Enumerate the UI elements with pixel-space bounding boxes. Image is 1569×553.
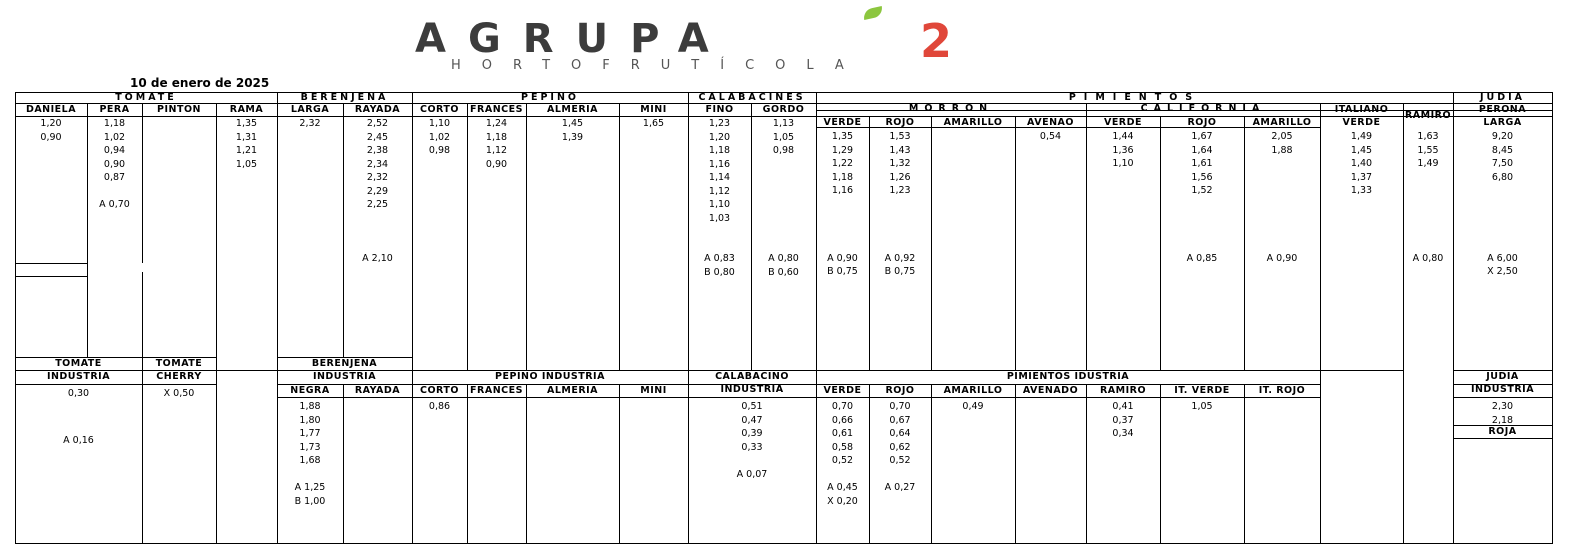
price-cell: 1,35 xyxy=(235,118,258,129)
price-cell: A 0,16 xyxy=(63,434,94,446)
price-cell: 0,86 xyxy=(428,401,451,412)
price-cell xyxy=(1160,225,1244,239)
values-it-verde-ind xyxy=(1160,400,1244,414)
price-cell xyxy=(1244,225,1320,239)
price-cell: 1,52 xyxy=(1191,185,1213,196)
price-cell: A 0,07 xyxy=(736,468,768,480)
group-california: CALIFORNIA xyxy=(1140,103,1266,114)
price-cell: 1,68 xyxy=(299,455,321,466)
price-cell: 9,20 xyxy=(1491,131,1514,142)
col-it-verde-ind: IT. VERDE xyxy=(1174,385,1230,396)
price-cell xyxy=(1403,211,1453,225)
price-cell: 1,73 xyxy=(299,441,321,453)
price-cell xyxy=(816,468,869,482)
price-cell xyxy=(1244,171,1320,185)
price-cell: 1,88 xyxy=(1271,144,1293,156)
logo-number: 2 xyxy=(920,14,953,68)
price-cell: A 1,25 xyxy=(294,482,326,493)
price-cell: X 0,50 xyxy=(163,388,195,399)
group-berenjena-industria-2: INDUSTRIA xyxy=(312,371,377,382)
values-amarillo-ind xyxy=(931,400,1015,414)
price-cell: A 0,80 xyxy=(1412,252,1444,264)
price-cell: 1,05 xyxy=(772,131,795,143)
price-cell: 2,05 xyxy=(1271,131,1293,142)
col-california-rojo: ROJO xyxy=(1187,117,1217,128)
price-cell: A 0,45 xyxy=(827,482,858,493)
group-pimientos: PIMIENTOS xyxy=(1068,92,1201,103)
values-frances xyxy=(467,117,526,171)
price-cell xyxy=(751,171,816,185)
price-cell: 0,41 xyxy=(1112,401,1134,412)
price-cell: A 0,90 xyxy=(1266,252,1298,264)
price-cell: 0,87 xyxy=(103,172,126,183)
col-it-rojo-ind: IT. ROJO xyxy=(1258,385,1306,396)
price-cell: A 0,80 xyxy=(768,253,799,264)
col-italiano: ITALIANO xyxy=(1334,104,1389,115)
logo-subtitle: HORTOFRUTÍCOLA xyxy=(451,58,865,73)
price-cell: 1,33 xyxy=(1350,185,1373,196)
price-cell: 1,24 xyxy=(485,118,508,129)
group-tomate-industria-1: TOMATE xyxy=(55,358,102,369)
col-ramiro: RAMIRO xyxy=(1404,110,1452,121)
price-cell: 1,22 xyxy=(831,158,854,169)
price-cell: 1,26 xyxy=(889,171,911,183)
price-cell: 1,12 xyxy=(485,145,508,156)
price-cell xyxy=(688,454,816,468)
group-berenjena-industria-1: BERENJENA xyxy=(311,358,378,369)
col-california-amarillo: AMARILLO xyxy=(1252,117,1312,128)
price-cell: 1,49 xyxy=(1350,131,1373,142)
price-cell xyxy=(751,158,816,172)
price-cell: 1,55 xyxy=(1417,144,1439,156)
price-cell: 1,45 xyxy=(1350,144,1373,156)
col-gordo: GORDO xyxy=(762,104,805,115)
col-ramiro-ind: RAMIRO xyxy=(1099,385,1147,396)
group-calabacino-2: INDUSTRIA xyxy=(720,384,784,395)
price-cell: 0,51 xyxy=(741,401,763,412)
values-daniela xyxy=(15,117,87,144)
group-judia: JUDIA xyxy=(1479,92,1526,103)
price-cell: 0,90 xyxy=(103,158,126,170)
values-gordo xyxy=(751,117,816,279)
col-mini-ind: MINI xyxy=(640,385,667,396)
price-cell: 1,03 xyxy=(708,212,731,224)
price-cell: X 0,20 xyxy=(827,495,858,507)
price-cell: X 2,50 xyxy=(1487,266,1518,277)
price-cell xyxy=(15,402,142,418)
price-cell: 1,12 xyxy=(708,185,731,197)
price-cell: 2,29 xyxy=(366,185,389,197)
price-cell xyxy=(751,225,816,239)
price-cell xyxy=(1244,211,1320,225)
col-morron-rojo: ROJO xyxy=(885,117,915,128)
price-cell xyxy=(15,417,142,433)
col-rayada: RAYADA xyxy=(354,104,401,115)
values-larga xyxy=(277,117,343,131)
price-cell: 2,18 xyxy=(1491,414,1514,426)
col-morron-amarillo: AMARILLO xyxy=(943,117,1003,128)
price-cell: 7,50 xyxy=(1491,158,1514,169)
values-calabacino xyxy=(688,400,816,481)
col-avenao: AVENAO xyxy=(1027,117,1074,128)
price-cell: 0,64 xyxy=(889,428,911,439)
price-cell: 1,20 xyxy=(708,131,731,143)
col-rojo-ind: ROJO xyxy=(885,385,915,396)
price-cell: 1,77 xyxy=(299,428,321,439)
price-cell xyxy=(751,198,816,212)
price-cell xyxy=(869,468,931,482)
price-cell xyxy=(1403,184,1453,198)
group-tomate: TOMATE xyxy=(115,92,177,103)
values-california-amarillo xyxy=(1244,130,1320,265)
col-mini: MINI xyxy=(640,104,667,115)
values-corto xyxy=(412,117,467,158)
price-cell: 0,39 xyxy=(741,428,763,439)
price-cell: A 0,27 xyxy=(884,482,916,493)
col-italiano-verde: VERDE xyxy=(1342,117,1381,128)
price-cell: 1,05 xyxy=(235,158,258,170)
price-cell: 0,94 xyxy=(103,145,126,156)
price-cell xyxy=(1244,184,1320,198)
price-cell: 0,70 xyxy=(889,401,911,412)
group-berenjena: BERENJENA xyxy=(300,92,389,103)
col-verde-ind: VERDE xyxy=(823,385,862,396)
price-cell xyxy=(1453,225,1552,239)
price-cell xyxy=(343,225,412,239)
values-ramiro-ind xyxy=(1086,400,1160,441)
col-frances-ind: FRANCES xyxy=(470,385,523,396)
price-cell xyxy=(1453,238,1552,252)
values-rojo-ind xyxy=(869,400,931,495)
price-cell: A 6,00 xyxy=(1487,252,1518,264)
price-cell: A 0,92 xyxy=(884,252,916,264)
price-cell xyxy=(816,211,869,225)
values-pera xyxy=(87,117,142,212)
col-morron-verde: VERDE xyxy=(823,117,862,128)
price-cell xyxy=(869,225,931,239)
price-cell: A 2,10 xyxy=(362,253,393,264)
price-cell: B 0,75 xyxy=(827,266,858,277)
values-verde-ind xyxy=(816,400,869,508)
price-cell: 1,80 xyxy=(299,414,321,426)
values-tomate-industria xyxy=(15,386,142,448)
price-cell: 0,52 xyxy=(831,455,854,466)
col-frances: FRANCES xyxy=(470,104,523,115)
price-cell: 1,14 xyxy=(708,172,731,183)
price-cell: A 0,85 xyxy=(1186,252,1218,264)
price-cell: 1,16 xyxy=(831,185,854,196)
price-cell xyxy=(87,185,142,199)
price-cell xyxy=(869,211,931,225)
price-cell: 1,43 xyxy=(889,144,911,156)
logo-word: AGRUPA xyxy=(415,16,731,62)
col-rama: RAMA xyxy=(229,104,264,115)
price-cell: 1,16 xyxy=(708,158,731,170)
price-cell: 0,70 xyxy=(831,401,854,412)
values-tomate-cherry xyxy=(142,386,216,402)
price-cell xyxy=(751,239,816,253)
price-cell: 0,98 xyxy=(772,145,795,156)
values-morron-rojo xyxy=(869,130,931,279)
price-cell xyxy=(1403,238,1453,252)
price-cell: 1,44 xyxy=(1112,131,1134,142)
price-cell xyxy=(869,238,931,252)
values-ramiro xyxy=(1403,130,1453,265)
price-cell: 0,33 xyxy=(741,441,763,453)
price-cell: 1,23 xyxy=(708,118,731,129)
price-cell: 1,64 xyxy=(1191,144,1213,156)
values-rayada xyxy=(343,117,412,266)
values-judia-industria xyxy=(1453,400,1552,427)
price-cell: 1,18 xyxy=(485,131,508,143)
price-cell xyxy=(869,198,931,212)
group-pimientos-industria: PIMIENTOS IDUSTRIA xyxy=(1006,371,1130,382)
group-pepino: PEPINO xyxy=(521,92,579,103)
price-cell: 1,40 xyxy=(1350,158,1373,169)
values-almeria xyxy=(526,117,619,144)
price-cell: 0,90 xyxy=(485,158,508,170)
price-date: 10 de enero de 2025 xyxy=(130,76,270,90)
values-perona-larga xyxy=(1453,130,1552,279)
price-cell: 2,30 xyxy=(1491,401,1514,412)
col-fino: FINO xyxy=(705,104,734,115)
price-cell: 1,05 xyxy=(1191,401,1213,412)
price-cell: 1,02 xyxy=(428,131,451,143)
col-corto: CORTO xyxy=(420,104,459,115)
values-corto-ind xyxy=(412,400,467,414)
group-pepino-industria: PEPINO INDUSTRIA xyxy=(495,371,605,382)
price-cell xyxy=(816,238,869,252)
price-cell: 0,30 xyxy=(67,388,90,399)
price-cell: 1,67 xyxy=(1191,131,1213,142)
col-pera: PERA xyxy=(99,104,130,115)
group-tomate-industria-2: INDUSTRIA xyxy=(46,371,111,382)
price-cell: 1,31 xyxy=(235,131,258,143)
col-amarillo-ind: AMARILLO xyxy=(943,385,1003,396)
price-cell: 2,34 xyxy=(366,158,389,170)
values-california-rojo xyxy=(1160,130,1244,265)
group-calabacino-1: CALABACINO xyxy=(715,371,789,382)
col-avenado-ind: AVENADO xyxy=(1022,385,1079,396)
price-cell: 1,53 xyxy=(889,131,911,142)
price-cell: 1,02 xyxy=(103,131,126,143)
price-cell xyxy=(1403,198,1453,212)
col-judia-roja: ROJA xyxy=(1488,426,1517,437)
price-cell: 1,61 xyxy=(1191,158,1213,169)
price-cell: 1,88 xyxy=(299,401,321,412)
price-cell: 0,62 xyxy=(889,441,911,453)
price-cell xyxy=(1160,211,1244,225)
price-cell: 1,35 xyxy=(831,131,854,142)
price-cell: 1,39 xyxy=(561,131,584,143)
price-cell: 0,52 xyxy=(889,455,911,466)
col-almeria: ALMERIA xyxy=(546,104,599,115)
price-cell xyxy=(1403,171,1453,185)
price-cell: 1,18 xyxy=(831,171,854,183)
price-cell xyxy=(343,239,412,253)
price-cell: 2,52 xyxy=(366,118,389,129)
price-cell: 1,20 xyxy=(40,118,62,129)
price-cell xyxy=(1453,211,1552,225)
price-cell: 0,67 xyxy=(889,414,911,426)
price-cell: 0,58 xyxy=(831,441,854,453)
col-pinton: PINTON xyxy=(157,104,201,115)
price-cell xyxy=(277,468,343,482)
group-tomate-cherry-2: CHERRY xyxy=(156,371,202,382)
price-cell xyxy=(1244,198,1320,212)
values-mini xyxy=(619,117,688,131)
group-morron: MORRON xyxy=(908,103,994,114)
group-judia-industria-2: INDUSTRIA xyxy=(1470,384,1535,395)
price-cell: 0,66 xyxy=(831,414,854,426)
price-cell: A 0,83 xyxy=(704,253,735,264)
price-cell: 1,29 xyxy=(831,144,854,156)
price-cell: 1,65 xyxy=(642,118,665,129)
price-cell: 2,45 xyxy=(366,131,389,143)
price-cell: 1,18 xyxy=(708,145,731,156)
price-cell: B 0,80 xyxy=(704,266,735,278)
price-cell xyxy=(751,185,816,199)
group-calabacines: CALABACINES xyxy=(698,92,806,103)
price-cell xyxy=(751,212,816,226)
values-rama xyxy=(216,117,277,171)
price-cell: A 0,70 xyxy=(99,199,130,210)
price-cell: 2,32 xyxy=(366,172,389,183)
price-cell xyxy=(343,212,412,226)
price-cell: 1,10 xyxy=(428,118,451,129)
col-california-verde: VERDE xyxy=(1103,117,1143,128)
price-cell: B 0,60 xyxy=(768,266,799,278)
values-negra xyxy=(277,400,343,508)
price-cell: B 1,00 xyxy=(294,495,326,507)
col-perona-larga: LARGA xyxy=(1483,117,1522,128)
price-cell: 8,45 xyxy=(1491,144,1514,156)
col-daniela: DANIELA xyxy=(25,104,77,115)
price-cell: 0,90 xyxy=(40,131,62,143)
price-cell: 1,37 xyxy=(1350,171,1373,183)
price-cell xyxy=(688,225,751,239)
price-cell: 0,49 xyxy=(962,401,984,412)
price-cell: 1,63 xyxy=(1417,131,1439,142)
price-cell: B 0,75 xyxy=(884,266,916,277)
col-almeria-ind: ALMERIA xyxy=(546,385,599,396)
price-cell xyxy=(1160,198,1244,212)
price-cell xyxy=(1244,157,1320,171)
price-cell: 1,49 xyxy=(1417,158,1439,169)
price-cell: 0,54 xyxy=(1039,131,1062,142)
price-cell: 2,32 xyxy=(299,118,321,129)
price-cell: 1,23 xyxy=(889,185,911,196)
values-morron-verde xyxy=(816,130,869,279)
values-california-verde xyxy=(1086,130,1160,171)
price-cell xyxy=(1453,198,1552,212)
col-larga: LARGA xyxy=(290,104,330,115)
price-cell: 1,56 xyxy=(1191,171,1213,183)
price-cell xyxy=(1160,238,1244,252)
price-cell xyxy=(1453,184,1552,198)
col-rayada-ind: RAYADA xyxy=(354,385,401,396)
values-fino xyxy=(688,117,751,279)
price-cell: 6,80 xyxy=(1491,171,1514,183)
price-cell: 1,10 xyxy=(708,199,731,210)
col-negra: NEGRA xyxy=(290,385,330,396)
price-cell: 1,36 xyxy=(1112,144,1134,156)
price-cell: 1,18 xyxy=(103,118,126,129)
values-italiano-verde xyxy=(1320,130,1403,198)
price-cell xyxy=(1244,238,1320,252)
price-cell xyxy=(688,239,751,253)
price-cell: 0,37 xyxy=(1112,414,1134,426)
price-cell: 1,45 xyxy=(561,118,584,129)
values-avenao xyxy=(1015,130,1086,144)
price-cell: 1,10 xyxy=(1112,158,1134,169)
price-cell: 1,32 xyxy=(889,158,911,169)
price-cell: 0,98 xyxy=(428,145,451,156)
col-corto-ind: CORTO xyxy=(420,385,459,396)
price-cell xyxy=(816,198,869,212)
price-cell: A 0,90 xyxy=(827,252,858,264)
group-judia-industria-1: JUDIA xyxy=(1486,371,1519,382)
price-cell: 0,34 xyxy=(1112,428,1134,439)
price-cell: 2,38 xyxy=(366,145,389,156)
price-cell xyxy=(816,225,869,239)
price-cell: 0,47 xyxy=(741,414,763,426)
price-cell: 0,61 xyxy=(831,428,854,439)
price-cell xyxy=(1403,225,1453,239)
col-perona: PERONA xyxy=(1478,104,1527,115)
group-tomate-cherry-1: TOMATE xyxy=(155,358,203,369)
price-cell: 1,13 xyxy=(772,118,795,129)
price-cell: 1,21 xyxy=(235,145,258,156)
price-cell: 2,25 xyxy=(366,199,389,210)
